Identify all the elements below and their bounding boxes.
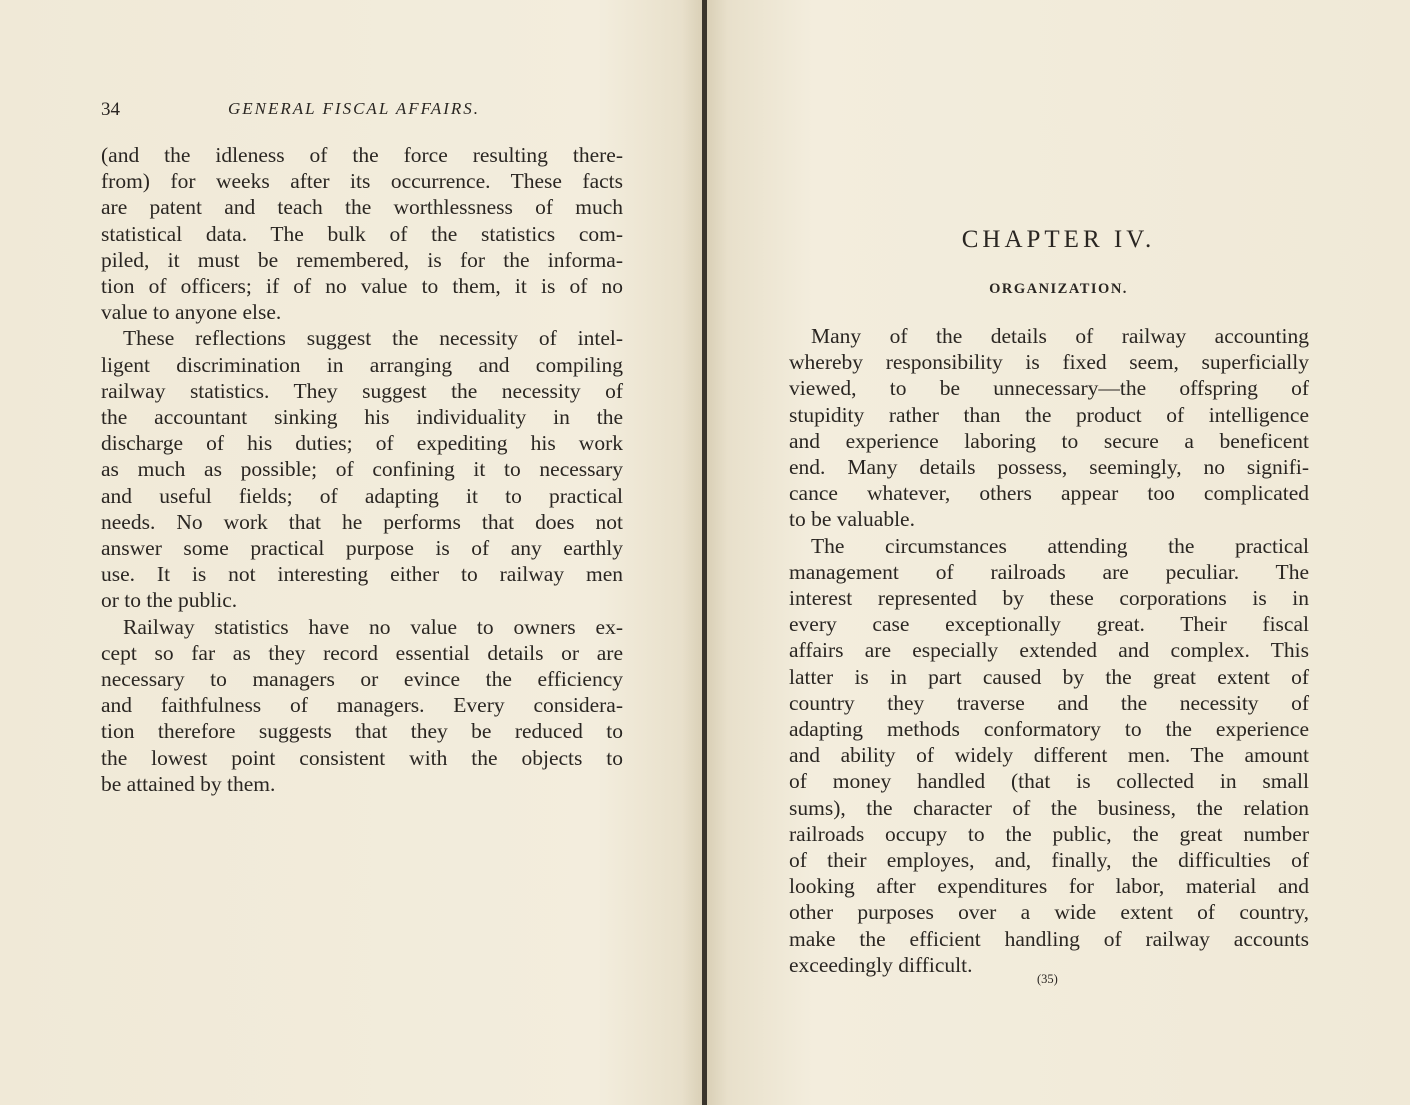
text-line: railroads occupy to the public, the great number [789, 821, 1309, 846]
text-line: every case exceptionally great. Their fiscal [789, 612, 1309, 637]
text-line: end. Many details possess, seemingly, no signifi- [789, 455, 1309, 480]
text-line: These reflections suggest the necessity of intel- [123, 326, 623, 351]
text-line: interest represented by these corporations is in [789, 586, 1309, 611]
text-line: tion of officers; if of no value to them, it is of no [101, 274, 623, 299]
text-line: the lowest point consistent with the objects to [101, 745, 623, 770]
left-page [0, 0, 703, 1105]
text-line: (and the idleness of the force resulting there- [101, 143, 623, 167]
text-line: sums), the character of the business, the relation [789, 795, 1309, 820]
text-line: tion therefore suggests that they be reduced to [101, 719, 623, 744]
chapter-heading: CHAPTER IV. [961, 226, 1156, 253]
text-line: make the efficient handling of railway accounts [789, 926, 1309, 951]
text-line: looking after expenditures for labor, material and [789, 874, 1309, 899]
text-line: other purposes over a wide extent of country, [789, 900, 1309, 925]
text-line: and faithfulness of managers. Every considera- [101, 693, 623, 718]
text-line: viewed, to be unnecessary—the offspring of [789, 376, 1309, 401]
text-line: the accountant sinking his individuality in the [101, 405, 623, 430]
text-line: answer some practical purpose is of any earthly [101, 536, 623, 561]
text-line: ligent discrimination in arranging and compiling [101, 352, 623, 377]
text-line: affairs are especially extended and complex. This [789, 638, 1309, 663]
right-page [707, 0, 1410, 1105]
left-page-body [101, 142, 623, 797]
running-title: GENERAL FISCAL AFFAIRS. [228, 99, 481, 118]
text-line: whereby responsibility is fixed seem, superficially [789, 350, 1309, 375]
text-line: and useful fields; of adapting it to practical [101, 483, 623, 508]
text-line: cance whatever, others appear too complicated [789, 481, 1309, 506]
text-line: use. It is not interesting either to railway men [101, 562, 623, 587]
text-line: adapting methods conformatory to the experience [789, 717, 1309, 742]
text-line: Many of the details of railway accounting [811, 324, 1309, 348]
text-line: are patent and teach the worthlessness of much [101, 195, 623, 220]
text-line: Railway statistics have no value to owners ex- [123, 614, 623, 639]
running-head [101, 99, 621, 123]
text-line: to be valuable. [789, 507, 915, 532]
text-line: as much as possible; of confining it to necessary [101, 457, 623, 482]
text-line: value to anyone else. [101, 300, 282, 325]
text-line: piled, it must be remembered, is for the informa- [101, 247, 623, 272]
text-line: exceedingly difficult. [789, 952, 973, 977]
text-line: or to the public. [101, 588, 238, 613]
text-line: cept so far as they record essential details or are [101, 640, 623, 665]
text-line: management of railroads are peculiar. The [789, 559, 1309, 584]
text-line: needs. No work that he performs that does not [101, 509, 623, 534]
text-line: from) for weeks after its occurrence. These facts [101, 169, 623, 194]
text-line: country they traverse and the necessity of [789, 690, 1309, 715]
text-line: stupidity rather than the product of intelligence [789, 402, 1309, 427]
section-heading: ORGANIZATION. [989, 281, 1128, 297]
text-line: railway statistics. They suggest the necessity of [101, 378, 623, 403]
page-number: 34 [101, 99, 120, 120]
text-line: necessary to managers or evince the efficiency [101, 667, 623, 692]
text-line: and experience laboring to secure a beneficent [789, 428, 1309, 453]
right-page-body [789, 323, 1309, 978]
text-line: latter is in part caused by the great extent of [789, 664, 1309, 689]
text-line: of money handled (that is collected in small [789, 769, 1309, 794]
text-line: be attained by them. [101, 771, 276, 796]
text-line: of their employes, and, finally, the difficulties of [789, 848, 1309, 873]
page-folio: (35) [1037, 972, 1058, 986]
text-line: The circumstances attending the practical [811, 533, 1309, 558]
text-line: statistical data. The bulk of the statistics com- [101, 221, 623, 246]
text-line: discharge of his duties; of expediting his work [101, 431, 623, 456]
text-line: and ability of widely different men. The amount [789, 743, 1309, 768]
